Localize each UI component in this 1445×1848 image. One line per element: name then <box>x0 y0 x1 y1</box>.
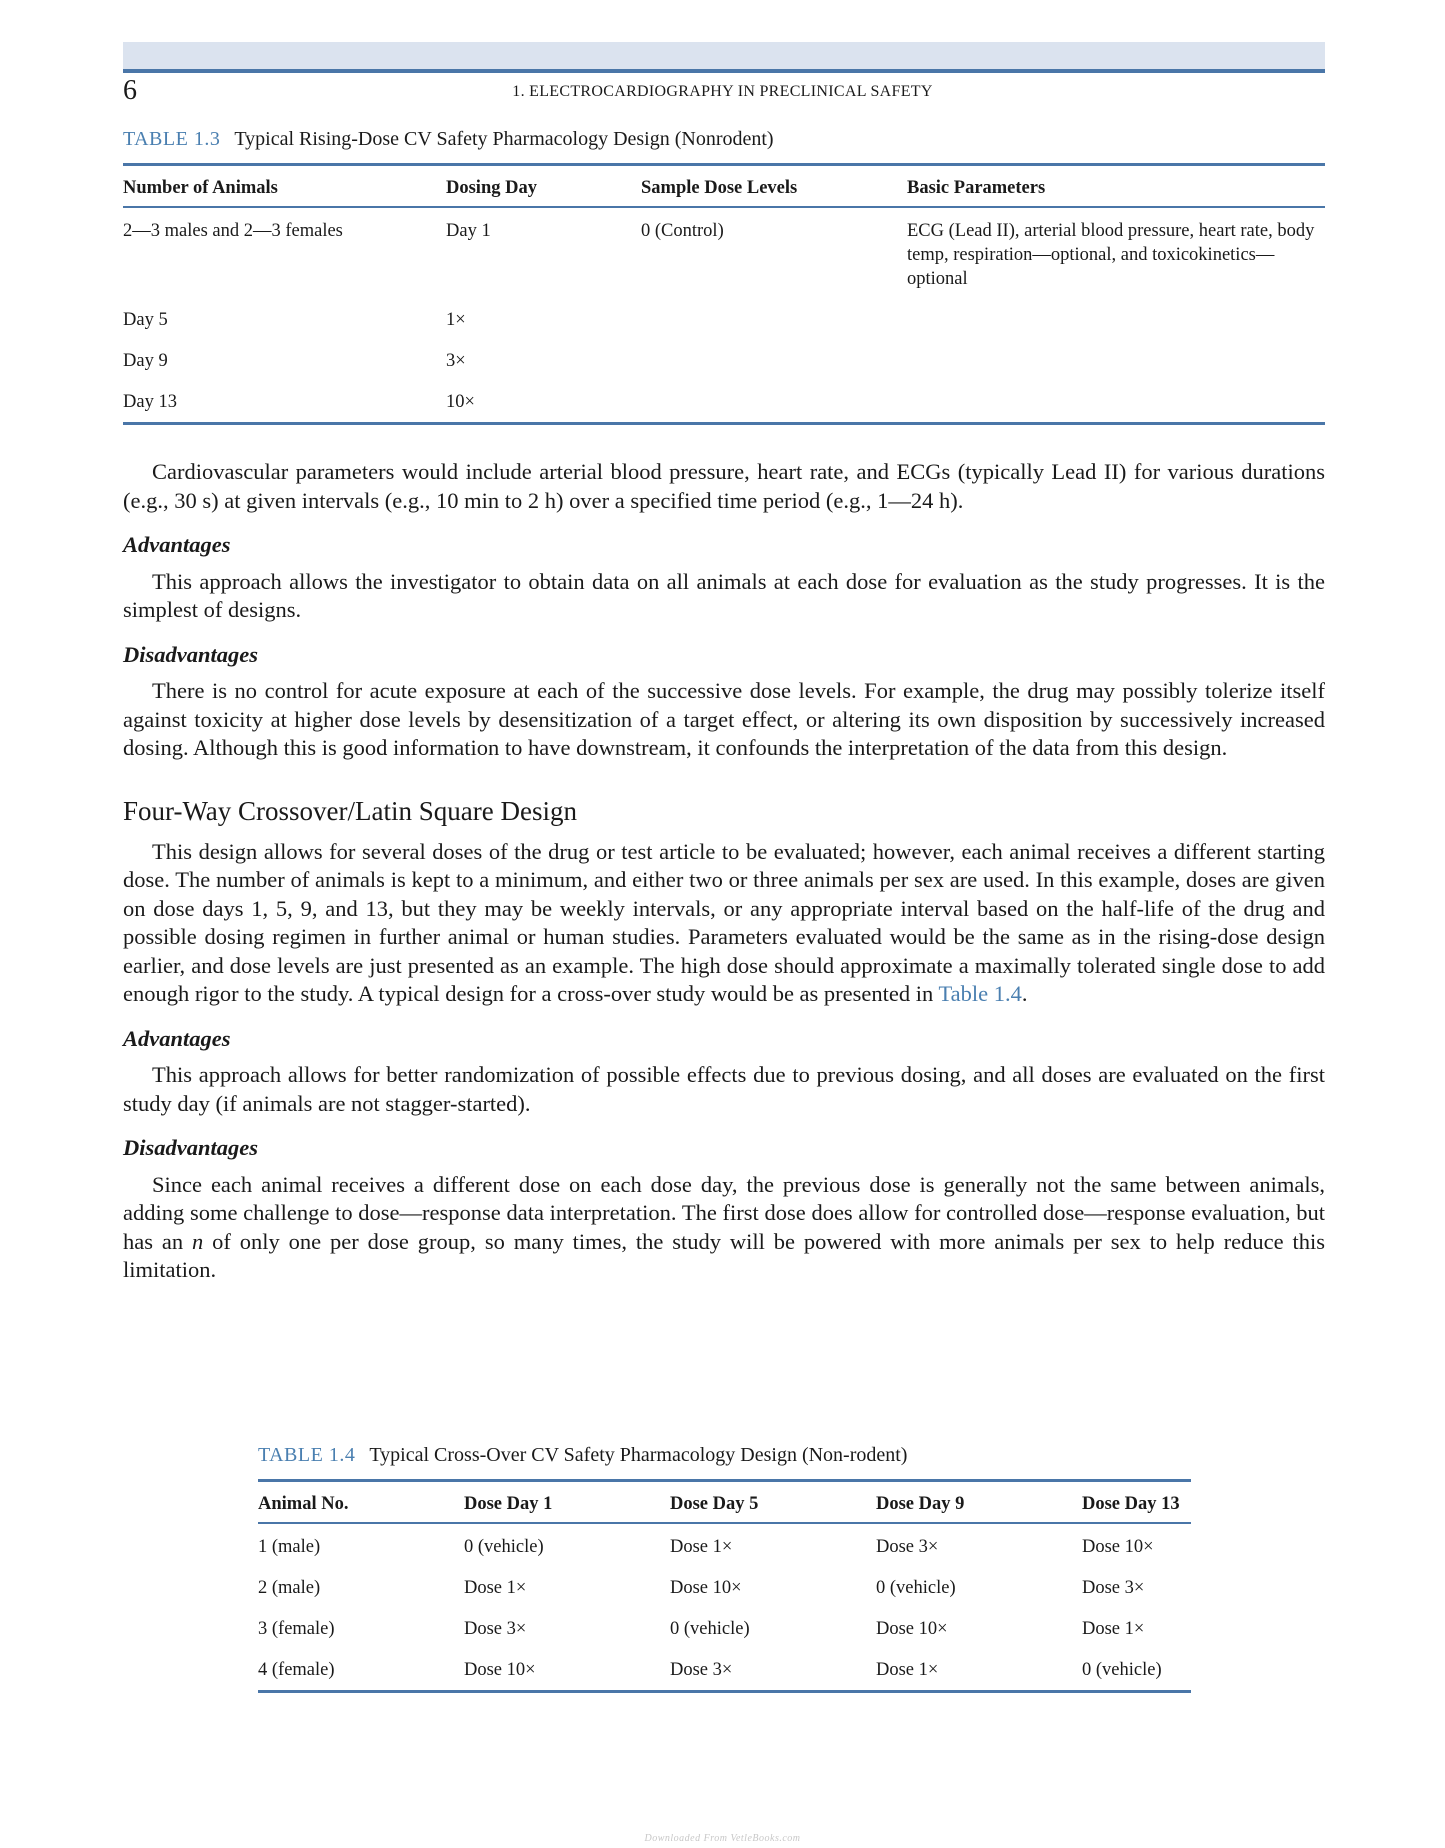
column-header: Dose Day 9 <box>876 1494 965 1514</box>
table-cell: Dose 1× <box>464 1578 527 1598</box>
paragraph: This approach allows for better randomization of possible effects due to previous dosing, and all doses are evaluated on the first study day (if animals are not stagger-started). <box>123 1062 1325 1116</box>
paragraph-text: This design allows for several doses of the drug or test article to be evaluated; however, each animal receives a different starting dose. The number of animals is kept to a minimum, and either two or three animals per sex are used. In this example, doses are given on dose days 1, 5, 9, and 13, but they may be weekly intervals, or any appropriate interval based on the half-life of the drug and possible dosing regimen in further animal or human studies. Parameters evaluated would be the same as in the rising-dose design earlier, and dose levels are just presented as an example. The high dose should approximate a maximally tolerated single dose to add enough rigor to the study. A typical design for a cross-over study would be as presented in <box>123 838 1325 1006</box>
disadvantages-heading: Disadvantages <box>123 641 258 667</box>
page-number: 6 <box>123 75 137 106</box>
paragraph: Cardiovascular parameters would include arterial blood pressure, heart rate, and ECGs (typically Lead II) for various durations (e.g., 30 s) at given intervals (e.g., 10 min to 2 h) over a specified time period (e.g., 1—24 h). <box>123 459 1325 513</box>
table-cell: 4 (female) <box>258 1660 335 1680</box>
paragraph-text: Since each animal receives a different dose on each dose day, the previous dose is generally not the same between animals, adding some challenge to dose—response data interpretation. The first dose does allow for controlled dose—response evaluation, but has an <box>123 1171 1325 1254</box>
table-row <box>123 207 1325 299</box>
table-cell: Dose 10× <box>876 1619 948 1639</box>
table-cell: Dose 3× <box>1082 1578 1145 1598</box>
table-cell: 10× <box>446 392 475 412</box>
table-row <box>123 340 1325 381</box>
table-header-row <box>258 1481 1191 1524</box>
table-cell: 1 (male) <box>258 1537 321 1557</box>
table-row <box>123 299 1325 340</box>
column-header: Dosing Day <box>446 178 537 198</box>
header-rule <box>123 69 1325 73</box>
column-header: Basic Parameters <box>907 178 1046 198</box>
table-cell: Day 9 <box>123 351 168 371</box>
table-cell: 0 (vehicle) <box>876 1578 956 1598</box>
rising-dose-table <box>123 163 1325 425</box>
advantages-heading: Advantages <box>123 532 231 557</box>
table-cell: Day 5 <box>123 310 168 330</box>
table-cell: 1× <box>446 310 466 330</box>
table-link[interactable]: Table 1.4 <box>938 981 1022 1006</box>
table-title: Typical Rising-Dose CV Safety Pharmacology Design (Nonrodent) <box>234 128 774 150</box>
table-label: TABLE 1.4 <box>258 1444 356 1466</box>
table-cell: 0 (Control) <box>641 221 724 241</box>
table-cell: Dose 1× <box>1082 1619 1145 1639</box>
paragraph <box>123 1171 1325 1285</box>
table-cell: 0 (vehicle) <box>1082 1660 1162 1680</box>
table-cell: Dose 10× <box>464 1660 536 1680</box>
table-1-4 <box>258 1442 1191 1693</box>
paragraph: This approach allows the investigator to obtain data on all animals at each dose for evaluation as the study progresses. It is the simplest of designs. <box>123 568 1325 622</box>
table-cell <box>907 381 1325 424</box>
table-cell: Day 1 <box>446 221 491 241</box>
disadvantages-heading: Disadvantages <box>123 1135 258 1160</box>
table-cell <box>907 340 1325 381</box>
column-header: Dose Day 13 <box>1082 1494 1180 1514</box>
table-cell: Dose 1× <box>876 1660 939 1680</box>
column-header: Animal No. <box>258 1494 349 1514</box>
table-cell <box>641 299 907 340</box>
table-cell: 0 (vehicle) <box>464 1537 544 1557</box>
table-row <box>258 1523 1191 1567</box>
table-cell: Dose 1× <box>670 1537 733 1557</box>
table-cell: 2—3 males and 2—3 females <box>123 221 343 241</box>
table-cell: 2 (male) <box>258 1578 321 1598</box>
crossover-table <box>258 1479 1191 1693</box>
table-cell: 3× <box>446 351 466 371</box>
table-caption <box>123 126 1325 152</box>
table-cell: Dose 3× <box>670 1660 733 1680</box>
paragraph-text: of only one per dose group, so many times, the study will be powered with more animals per sex to help reduce this limitation. <box>123 1228 1325 1282</box>
header-band <box>123 42 1325 69</box>
table-cell: Dose 10× <box>1082 1537 1154 1557</box>
table-row <box>258 1608 1191 1649</box>
footer-watermark: Downloaded From VetleBooks.com <box>644 1833 801 1844</box>
body-text <box>123 458 1325 1285</box>
table-cell: Dose 3× <box>876 1537 939 1557</box>
table-1-3 <box>123 126 1325 425</box>
column-header: Dose Day 1 <box>464 1494 553 1514</box>
column-header: Sample Dose Levels <box>641 178 798 198</box>
table-cell <box>907 299 1325 340</box>
column-header: Number of Animals <box>123 178 278 198</box>
table-label: TABLE 1.3 <box>123 128 221 150</box>
table-cell: Day 13 <box>123 392 177 412</box>
table-row <box>258 1567 1191 1608</box>
paragraph-end: . <box>1021 981 1028 1006</box>
table-cell: 3 (female) <box>258 1619 335 1639</box>
table-row <box>123 381 1325 424</box>
table-cell: Dose 3× <box>464 1619 527 1639</box>
table-header-row <box>123 165 1325 208</box>
paragraph: There is no control for acute exposure at each of the successive dose levels. For example, the drug may possibly tolerize itself against toxicity at higher dose levels by desensitization of a target effect, or altering its own disposition by successively increased dosing. Although this is good information to have downstream, it confounds the interpretation of the data from this design. <box>123 678 1325 760</box>
running-head: 1. ELECTROCARDIOGRAPHY IN PRECLINICAL SAFETY <box>512 83 933 100</box>
table-cell: 0 (vehicle) <box>670 1619 750 1639</box>
table-caption <box>258 1442 1191 1468</box>
section-title: Four-Way Crossover/Latin Square Design <box>123 795 577 826</box>
advantages-heading: Advantages <box>123 1025 231 1051</box>
italic-n: n <box>192 1228 204 1254</box>
paragraph <box>123 838 1325 1009</box>
table-row <box>258 1649 1191 1692</box>
table-cell <box>641 381 907 424</box>
table-cell: ECG (Lead II), arterial blood pressure, heart rate, body temp, respiration—optional, and toxicokinetics—optional <box>907 221 1315 289</box>
table-cell <box>641 340 907 381</box>
column-header: Dose Day 5 <box>670 1494 759 1514</box>
table-cell: Dose 10× <box>670 1578 742 1598</box>
table-title: Typical Cross-Over CV Safety Pharmacology Design (Non-rodent) <box>369 1444 908 1466</box>
